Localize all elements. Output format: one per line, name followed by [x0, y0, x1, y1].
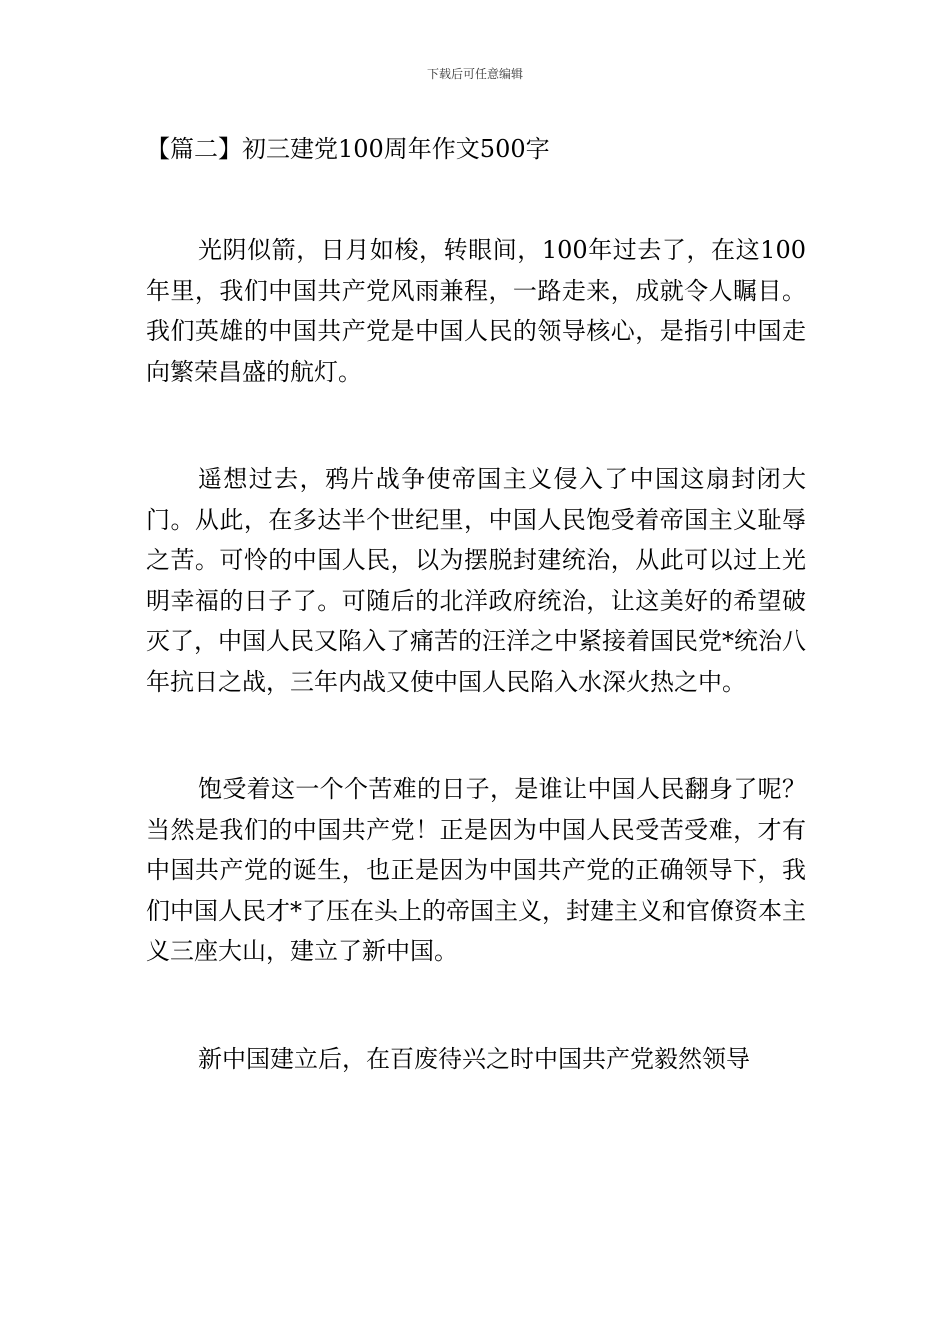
- article-title: 【篇二】初三建党100周年作文500字: [146, 135, 550, 163]
- paragraph-3: 饱受着这一个个苦难的日子，是谁让中国人民翻身了呢？当然是我们的中国共产党！正是因为中国人民受苦受难，才有中国共产党的诞生，也正是因为中国共产党的正确领导下，我们中国人民才*了压在头上的帝国主义，封建主义和官僚资本主义三座大山，建立了新中国。: [146, 775, 806, 965]
- paragraph-4: 新中国建立后，在百废待兴之时中国共产党毅然领导: [198, 1044, 750, 1073]
- paragraph-2: 遥想过去，鸦片战争使帝国主义侵入了中国这扇封闭大门。从此，在多达半个世纪里，中国人民饱受着帝国主义耻辱之苦。可怜的中国人民，以为摆脱封建统治，从此可以过上光明幸福的日子了。可随后的北洋政府统治，让这美好的希望破灭了，中国人民又陷入了痛苦的汪洋之中紧接着国民党*统治八年抗日之战，三年内战又使中国人民陷入水深火热之中。: [146, 465, 806, 696]
- page-header-note: 下载后可任意编辑: [426, 67, 523, 81]
- paragraph-1: 光阴似箭，日月如梭，转眼间，100年过去了，在这100年里，我们中国共产党风雨兼程，一路走来，成就令人瞩目。我们英雄的中国共产党是中国人民的领导核心，是指引中国走向繁荣昌盛的航灯。: [146, 236, 806, 386]
- article-body: [146, 230, 806, 1146]
